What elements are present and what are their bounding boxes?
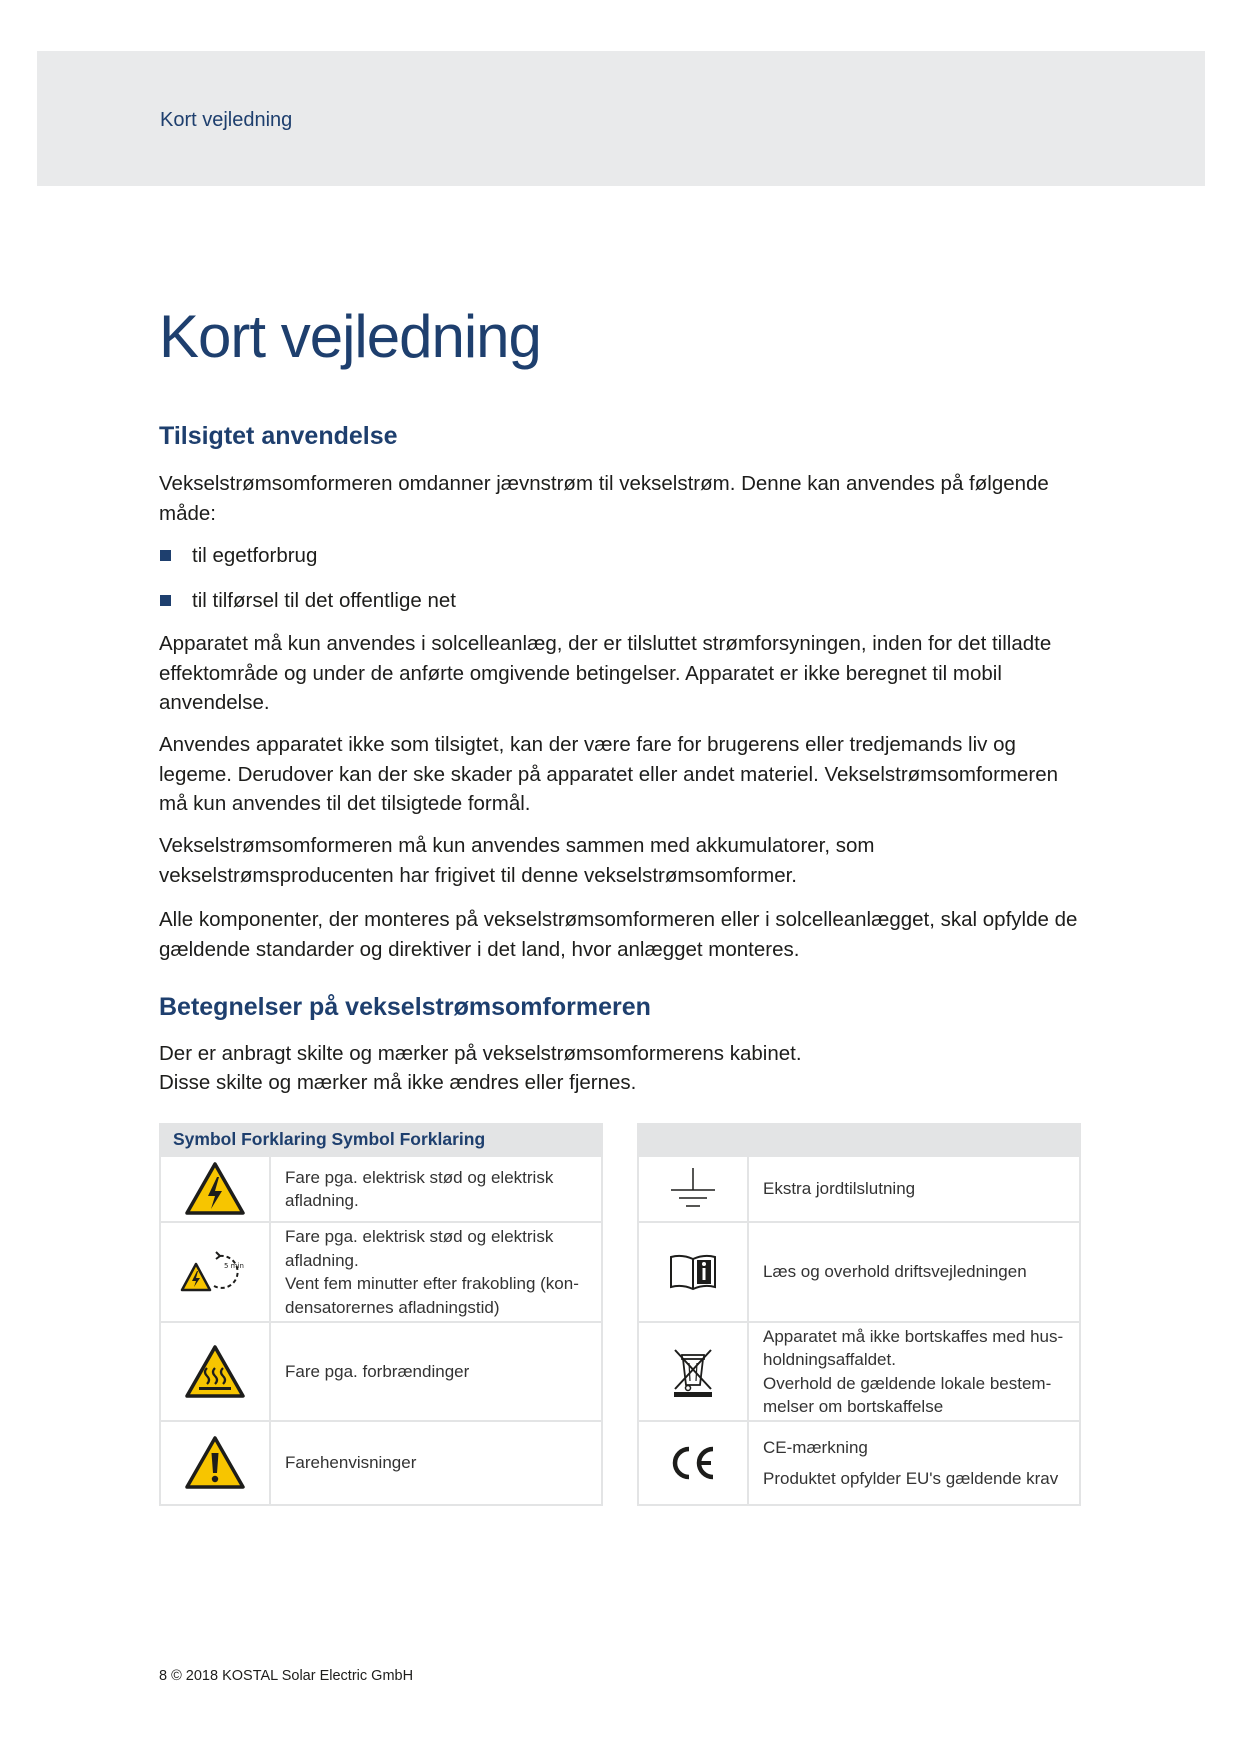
- hot-surface-warning-icon: [160, 1322, 270, 1421]
- table-cell-description: Fare pga. forbrændinger: [270, 1322, 602, 1421]
- paragraph-batteries: Vekselstrømsomformeren må kun anvendes sammen med akkumulatorer, som vekselstrømsproducenten har frigivet til denne vekselstrømsomformer.: [159, 834, 875, 887]
- paragraph-misuse: Anvendes apparatet ikke som tilsigtet, kan der være fare for brugerens eller tredjemands liv og legeme. Derudover kan der ske skader på apparatet eller andet materiel. Vekselstrømsomformeren må kun anvendes til det tilsigtede formål.: [159, 733, 1059, 815]
- list-item: til egetforbrug: [159, 541, 1059, 570]
- general-warning-icon: [160, 1421, 270, 1505]
- table-cell-description: Fare pga. elektrisk stød og elektrisk afladning. Vent fem minutter efter frakobling (kon- densatorernes afladningstid): [270, 1222, 602, 1322]
- symbol-table-right: [637, 1123, 1081, 1506]
- table-row: [638, 1421, 1080, 1505]
- list-item: til tilførsel til det offentlige net: [159, 586, 1059, 615]
- ground-connection-icon: [638, 1156, 748, 1222]
- table-row: [160, 1322, 602, 1421]
- table-header-empty: [638, 1124, 1080, 1156]
- discharge-time-warning-icon: [160, 1222, 270, 1322]
- table-row: [160, 1421, 602, 1505]
- paragraph-scope: Apparatet må kun anvendes i solcelleanlæg, der er tilsluttet strømforsyningen, inden for det tilladte effektområde og under de anførte omgivende betingelser. Apparatet er ikke beregnet til mobil anvendelse.: [159, 632, 1052, 714]
- table-row: [638, 1322, 1080, 1421]
- intro-paragraph: Vekselstrømsomformeren omdanner jævnstrøm til vekselstrøm. Denne kan anvendes på følgende måde:: [159, 472, 1049, 525]
- table-row: [638, 1156, 1080, 1222]
- usage-list: [159, 541, 1059, 631]
- table-cell-description: Ekstra jordtilslutning: [748, 1156, 1080, 1222]
- discharge-time-label: 5 min: [224, 1262, 244, 1270]
- symbol-table-left: [159, 1123, 603, 1506]
- table-cell-description: Læs og overhold driftsvejledningen: [748, 1222, 1080, 1322]
- table-cell-description: Fare pga. elektrisk stød og elektrisk afladning.: [270, 1156, 602, 1222]
- table-row: [638, 1222, 1080, 1322]
- table-cell-description: Farehenvisninger: [270, 1421, 602, 1505]
- bullet-square-icon: [160, 595, 171, 606]
- weee-disposal-icon: [638, 1322, 748, 1421]
- page-title: Kort vejledning: [159, 303, 541, 370]
- table-row: [160, 1222, 602, 1322]
- ce-mark-icon: [638, 1421, 748, 1505]
- read-manual-icon: [638, 1222, 748, 1322]
- page-footer: 8 © 2018 KOSTAL Solar Electric GmbH: [159, 1668, 414, 1684]
- markings-intro-line2: Disse skilte og mærker må ikke ændres eller fjernes.: [159, 1071, 637, 1094]
- table-header: Symbol Forklaring Symbol Forklaring: [160, 1124, 602, 1156]
- page-header: [37, 51, 1205, 186]
- section-heading-intended-use: Tilsigtet anvendelse: [159, 422, 398, 450]
- table-cell-description: CE-mærkning Produktet opfylder EU's gældende krav: [748, 1421, 1080, 1505]
- section-heading-markings: Betegnelser på vekselstrømsomformeren: [159, 993, 651, 1021]
- markings-intro-line1: Der er anbragt skilte og mærker på vekselstrømsomformerens kabinet.: [159, 1042, 802, 1065]
- running-title: Kort vejledning: [160, 109, 293, 131]
- electric-shock-warning-icon: [160, 1156, 270, 1222]
- bullet-square-icon: [160, 550, 171, 561]
- table-row: [160, 1156, 602, 1222]
- paragraph-components: Alle komponenter, der monteres på vekselstrømsomformeren eller i solcelleanlægget, skal opfylde de gældende standarder og direktiver i det land, hvor anlægget monteres.: [159, 908, 1078, 961]
- table-cell-description: Apparatet må ikke bortskaffes med hus- holdningsaffaldet. Overhold de gældende lokale bestem- melser om bortskaffelse: [748, 1322, 1080, 1421]
